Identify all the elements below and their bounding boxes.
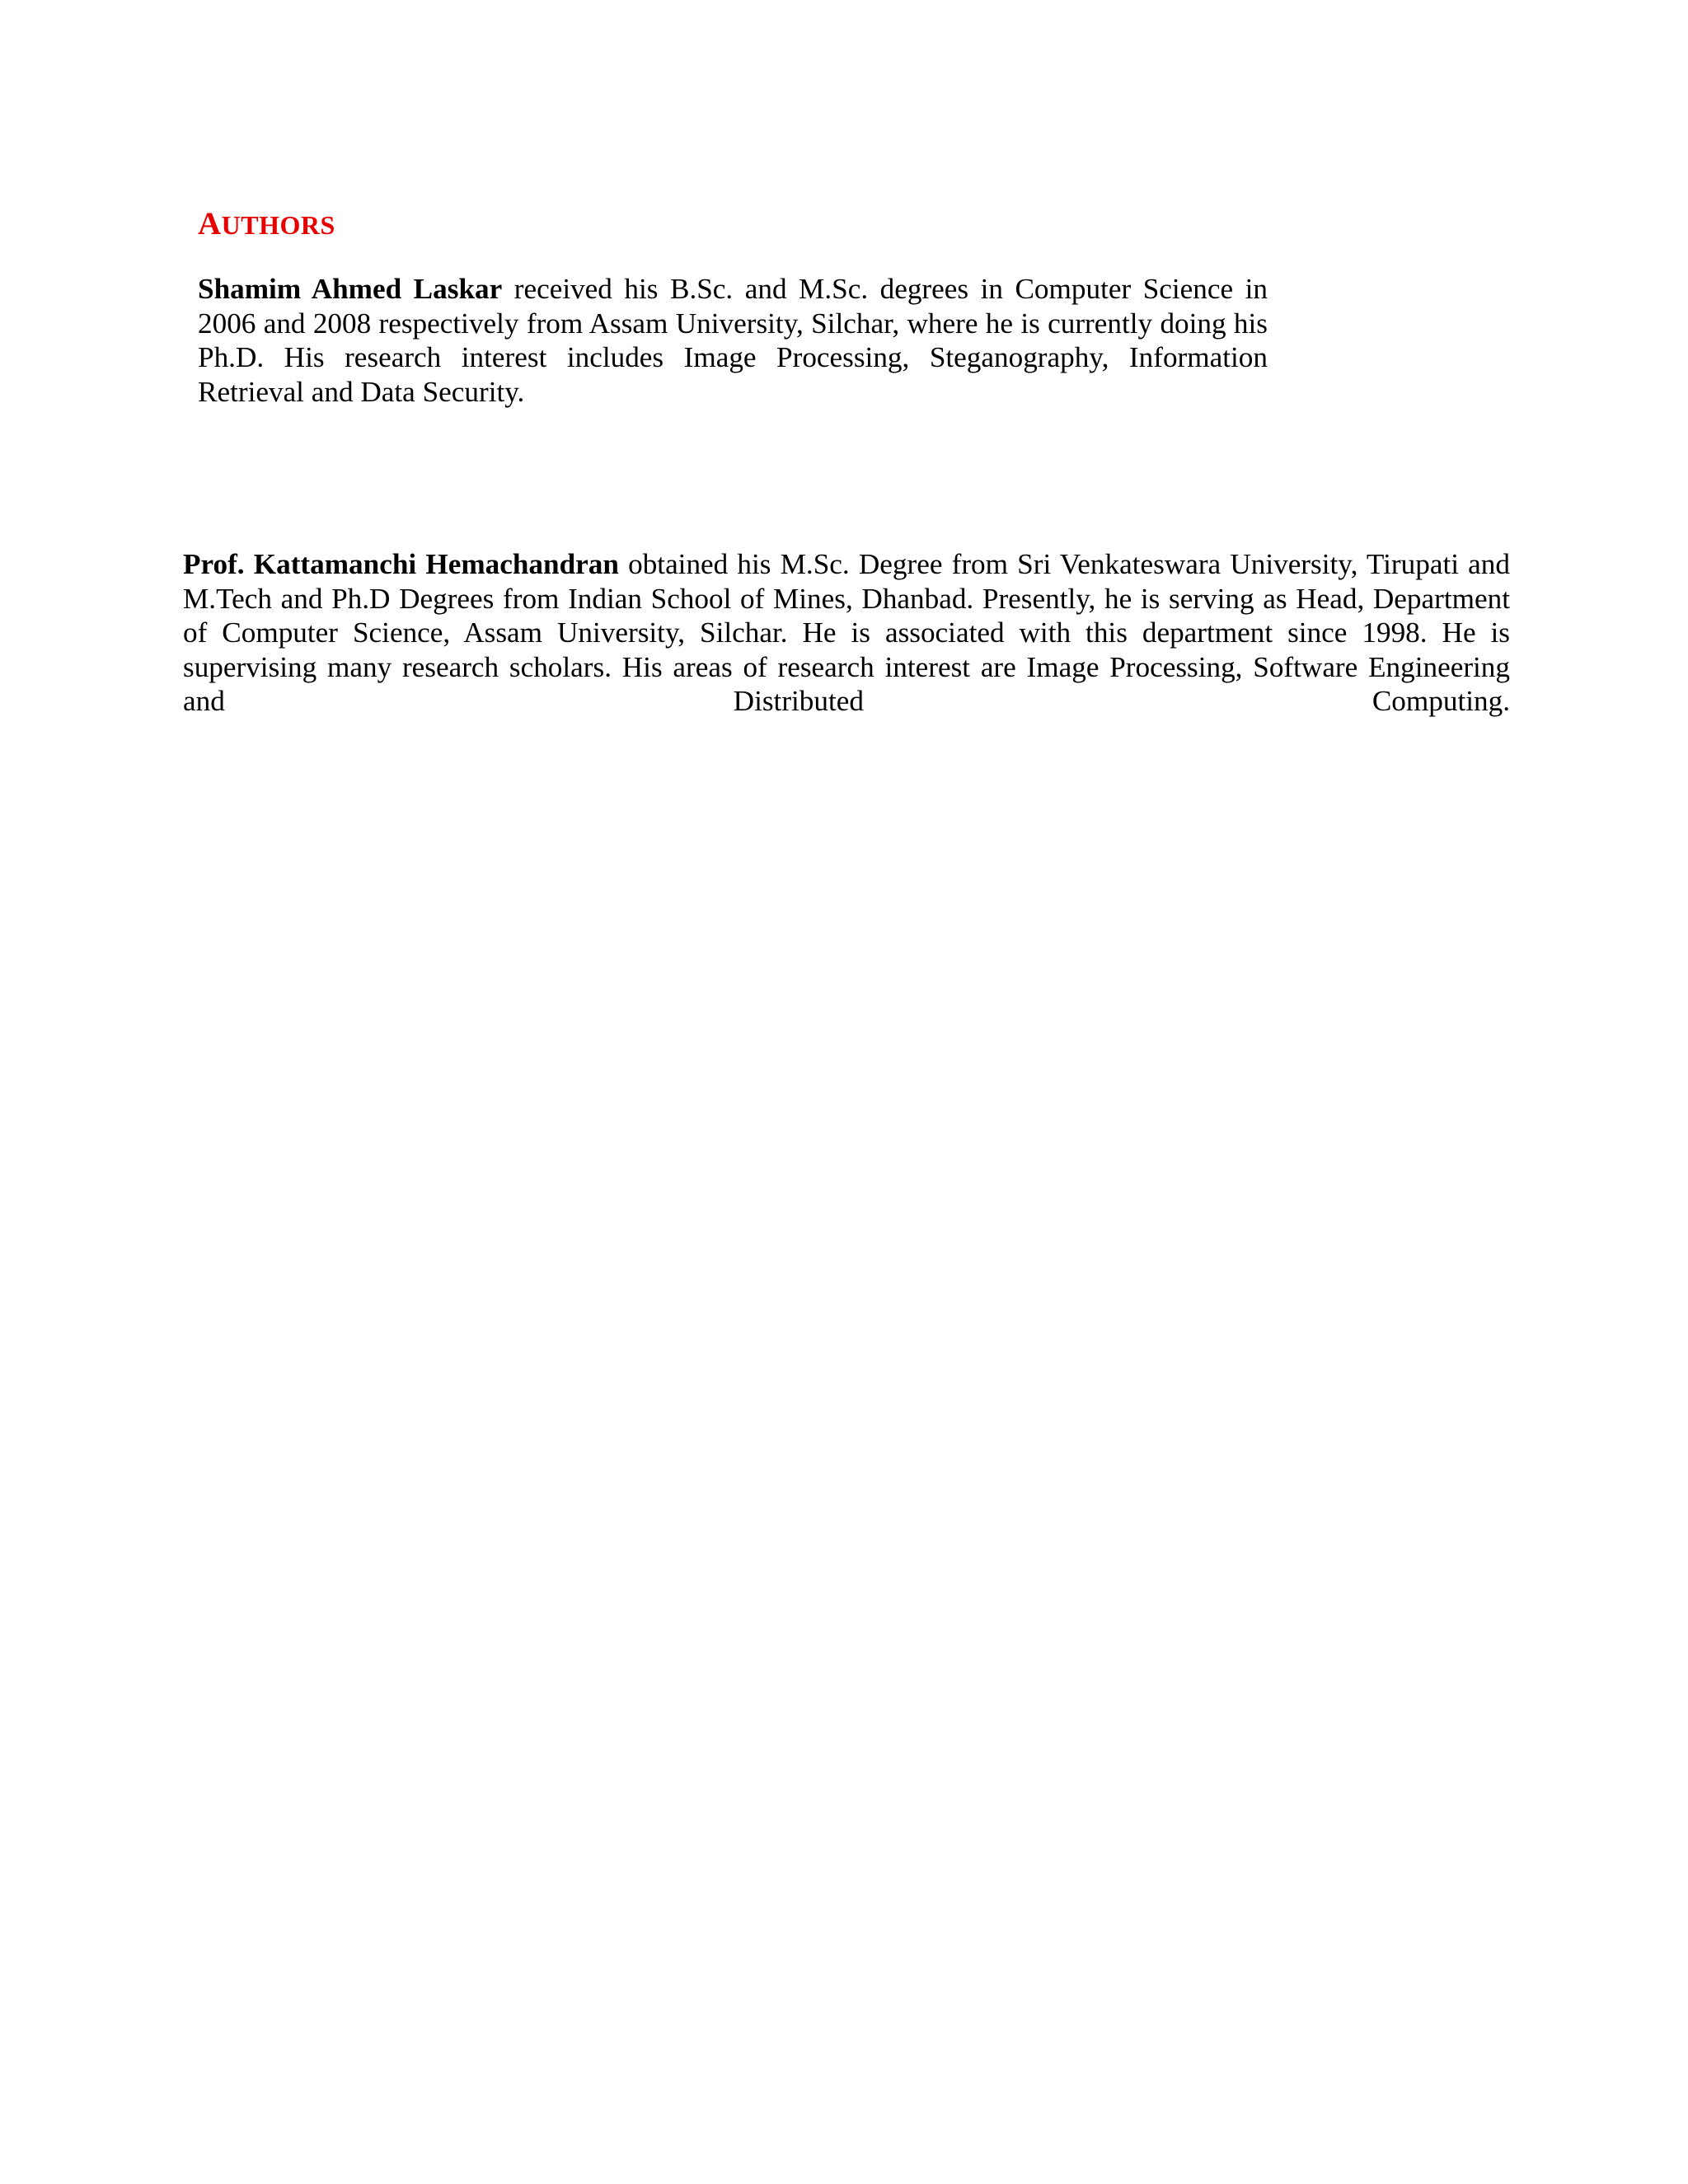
section-heading-initial: A (198, 206, 222, 241)
section-heading (198, 208, 335, 241)
author-bio-text-hemachandran: obtained his M.Sc. Degree from Sri Venkateswara University, Tirupati and M.Tech and Ph.D Degrees from Indian School of Mines, Dhanbad. Presently, he is serving as Head, Department of Computer Science, Assam University, Silchar. He is associated with this department since 1998. He is supervising many research scholars. His areas of research interest are Image Processing, Software Engineering and Distributed Computing. (183, 548, 1510, 718)
author-bio-hemachandran (183, 547, 1510, 719)
author-bio-text-laskar: received his B.Sc. and M.Sc. degrees in Computer Science in 2006 and 2008 respectively from Assam University, Silchar, where he is currently doing his Ph.D. His research interest includes Image Processing, Steganography, Information Retrieval and Data Security. (198, 273, 1268, 408)
section-heading-rest: UTHORS (221, 210, 335, 240)
author-bio-laskar (198, 272, 1268, 409)
author-name-hemachandran: Prof. Kattamanchi Hemachandran (183, 548, 619, 580)
author-name-laskar: Shamim Ahmed Laskar (198, 273, 503, 305)
